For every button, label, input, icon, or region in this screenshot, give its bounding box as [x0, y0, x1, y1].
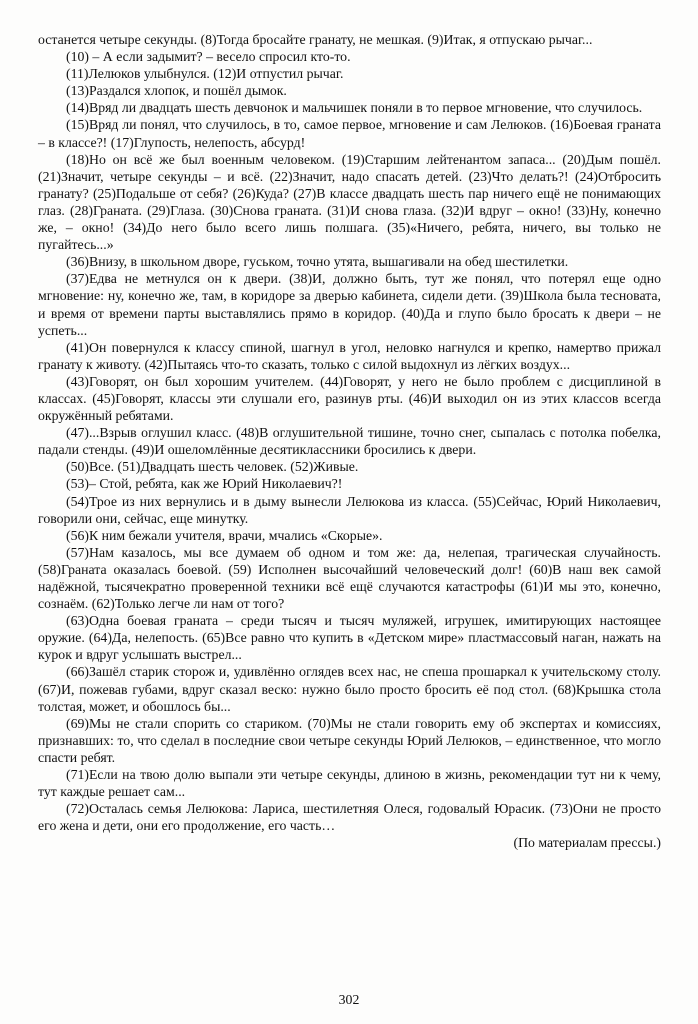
paragraph: останется четыре секунды. (8)Тогда бросайте гранату, не мешкая. (9)Итак, я отпускаю рычаг... [38, 32, 593, 47]
paragraph: (56)К ним бежали учителя, врачи, мчались «Скорые». [66, 527, 383, 543]
paragraph: (15)Вряд ли понял, что случилось, в то, самое первое, мгновение и сам Лелюков. (16)Боевая граната – в классе?! (17)Глупость, нелепость, абсурд! [38, 117, 661, 150]
paragraph: (71)Если на твою долю выпали эти четыре секунды, длиною в жизнь, рекомендации тут ни к чему, тут каждые решает сам... [38, 767, 661, 800]
page-number: 302 [338, 991, 360, 1007]
paragraph: (47)...Взрыв оглушил класс. (48)В оглушительной тишине, точно снег, сыпалась с потолка побелка, падали стенды. (49)И ошеломлённые десятиклассники бросились к двери. [38, 425, 661, 458]
paragraph: (10) – А если задымит? – весело спросил кто-то. [66, 49, 351, 65]
paragraph: (72)Осталась семья Лелюкова: Лариса, шестилетняя Олеся, годовалый Юрасик. (73)Они не просто его жена и дети, они его продолжение, его часть… [38, 801, 661, 834]
paragraph: (41)Он повернулся к классу спиной, шагнул в угол, неловко нагнулся и крепко, намертво прижал гранату к животу. (42)Пытаясь что-то сказать, только с силой выдохнул из лёгких воздух... [38, 339, 661, 372]
paragraph: (13)Раздался хлопок, и пошёл дымок. [66, 83, 287, 99]
paragraph: (54)Трое из них вернулись и в дыму вынесли Лелюкова из класса. (55)Сейчас, Юрий Николаевич, говорили они, сейчас, еще минутку. [38, 493, 661, 526]
paragraph: (37)Едва не метнулся он к двери. (38)И, должно быть, тут же понял, что потерял еще одно мгновение: ну, конечно же, там, в коридоре за дверью кабинета, сидели дети. (39)Школа была тесновата, и время от времени парты выставлялись прямо в коридор. (40)Да и глупо было бросать к двери – не успеть... [38, 271, 661, 338]
paragraph: (63)Одна боевая граната – среди тысяч и тысяч муляжей, игрушек, имитирующих настоящее оружие. (64)Да, нелепость. (65)Все равно что купить в «Детском мире» пластмассовый наган, нажать на курок и вдруг услышать выстрел... [38, 613, 661, 663]
paragraph: (11)Лелюков улыбнулся. (12)И отпустил рычаг. [66, 66, 344, 82]
paragraph: (43)Говорят, он был хорошим учителем. (44)Говорят, у него не было проблем с дисциплиной в классах. (45)Говорят, классы эти слушали его, разинув рты. (46)И выходил он из этих классов всегда окружённый ребятами. [38, 373, 661, 424]
paragraph: (36)Внизу, в школьном дворе, гуськом, точно утята, вышагивали на обед шестилетки. [66, 254, 569, 270]
paragraph: (По материалам прессы.) [513, 835, 661, 851]
paragraph: (69)Мы не стали спорить со стариком. (70)Мы не стали говорить ему об экспертах и комиссиях, признавших: то, что сделал в последние свои четыре секунды Юрий Лелюков, – единственное, что могло спасти ребят. [38, 715, 661, 765]
paragraph: (57)Нам казалось, мы все думаем об одном и том же: да, нелепая, трагическая случайность. (58)Граната оказалась боевой. (59) Исполнен высочайший человеческий долг! (60)В наш век самой надёжной, тысячекратно проверенной техники всё ещё случаются катастрофы (61)И мы это, конечно, сознаём. (62)Только легче ли нам от того? [38, 544, 661, 612]
paragraph: (50)Все. (51)Двадцать шесть человек. (52)Живые. [66, 459, 359, 475]
paragraph: (14)Вряд ли двадцать шесть девчонок и мальчишек поняли в то первое мгновение, что случилось. [66, 100, 643, 116]
paragraph: (66)Зашёл старик сторож и, удивлённо оглядев всех нас, не спеша прошаркал к учительскому столу. (67)И, пожевав губами, вдруг сказал веско: нужно было просто бросить её под стол. (68)Крышка стола толстая, может, и обошлось бы... [38, 664, 661, 714]
paragraph: (53)– Стой, ребята, как же Юрий Николаевич?! [66, 476, 343, 492]
paragraph: (18)Но он всё же был военным человеком. (19)Старшим лейтенантом запаса... (20)Дым пошёл. (21)Значит, четыре секунды – и всё. (22)Значит, надо спасать детей. (23)Что делать?! (24)Отбросить гранату? (25)Подальше от себя? (26)Куда? (27)В классе двадцать шесть пар ничего ещё не понимающих глаз. (28)Граната. (29)Глаза. (30)Снова граната. (31)И снова глаза. (32)И вдруг – окно! (33)Ну, конечно же, – окно! (34)До него было всего лишь полшага. (35)«Ничего, ребята, ничего, вы только не пугайтесь...» [38, 151, 661, 253]
document-text [38, 31, 661, 852]
